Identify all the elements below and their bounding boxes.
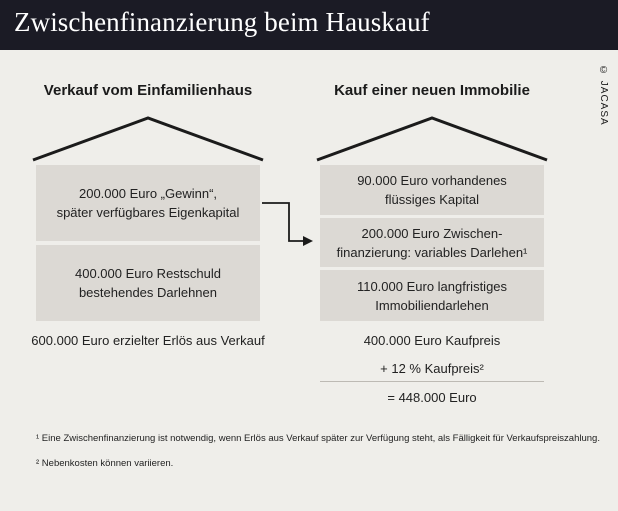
page-title: Zwischenfinanzierung beim Hauskauf [14,7,430,37]
right-price: 400.000 Euro Kaufpreis [363,333,501,348]
left-block-debt-label: 400.000 Euro Restschuld bestehendes Darlehnen [75,266,221,300]
right-block-bridge-loan-label: 200.000 Euro Zwischen- finanzierung: variables Darlehen¹ [336,225,528,260]
right-block-bridge-loan [320,218,544,267]
right-block-cash [320,165,544,215]
footnote-1: ¹ Eine Zwischenfinanzierung ist notwendig, wenn Erlös aus Verkauf später zur Verfügung steht, als Fälligkeit für Verkaufspreiszahlung. [36,433,600,444]
right-house-heading: Kauf einer neuen Immobilie [334,82,530,99]
right-block-mortgage-label: 110.000 Euro langfristiges Immobiliendarlehen [356,278,508,313]
right-block-mortgage [320,270,544,321]
right-sum: = 448.000 Euro [387,390,477,405]
footnote-2: ² Nebenkosten können variieren. [36,458,174,469]
left-total: 600.000 Euro erzielter Erlös aus Verkauf [31,333,265,348]
left-house-heading: Verkauf vom Einfamilienhaus [43,82,253,99]
left-block-equity-label: 200.000 Euro „Gewinn“, später verfügbares Eigenkapital [56,186,240,220]
right-extra-costs: + 12 % Kaufpreis² [380,361,484,376]
sum-divider [320,381,544,382]
copyright-label: © JACASA [598,65,609,126]
right-block-cash-label: 90.000 Euro vorhandenes flüssiges Kapital [357,173,507,207]
right-house-roof-icon [314,114,550,164]
